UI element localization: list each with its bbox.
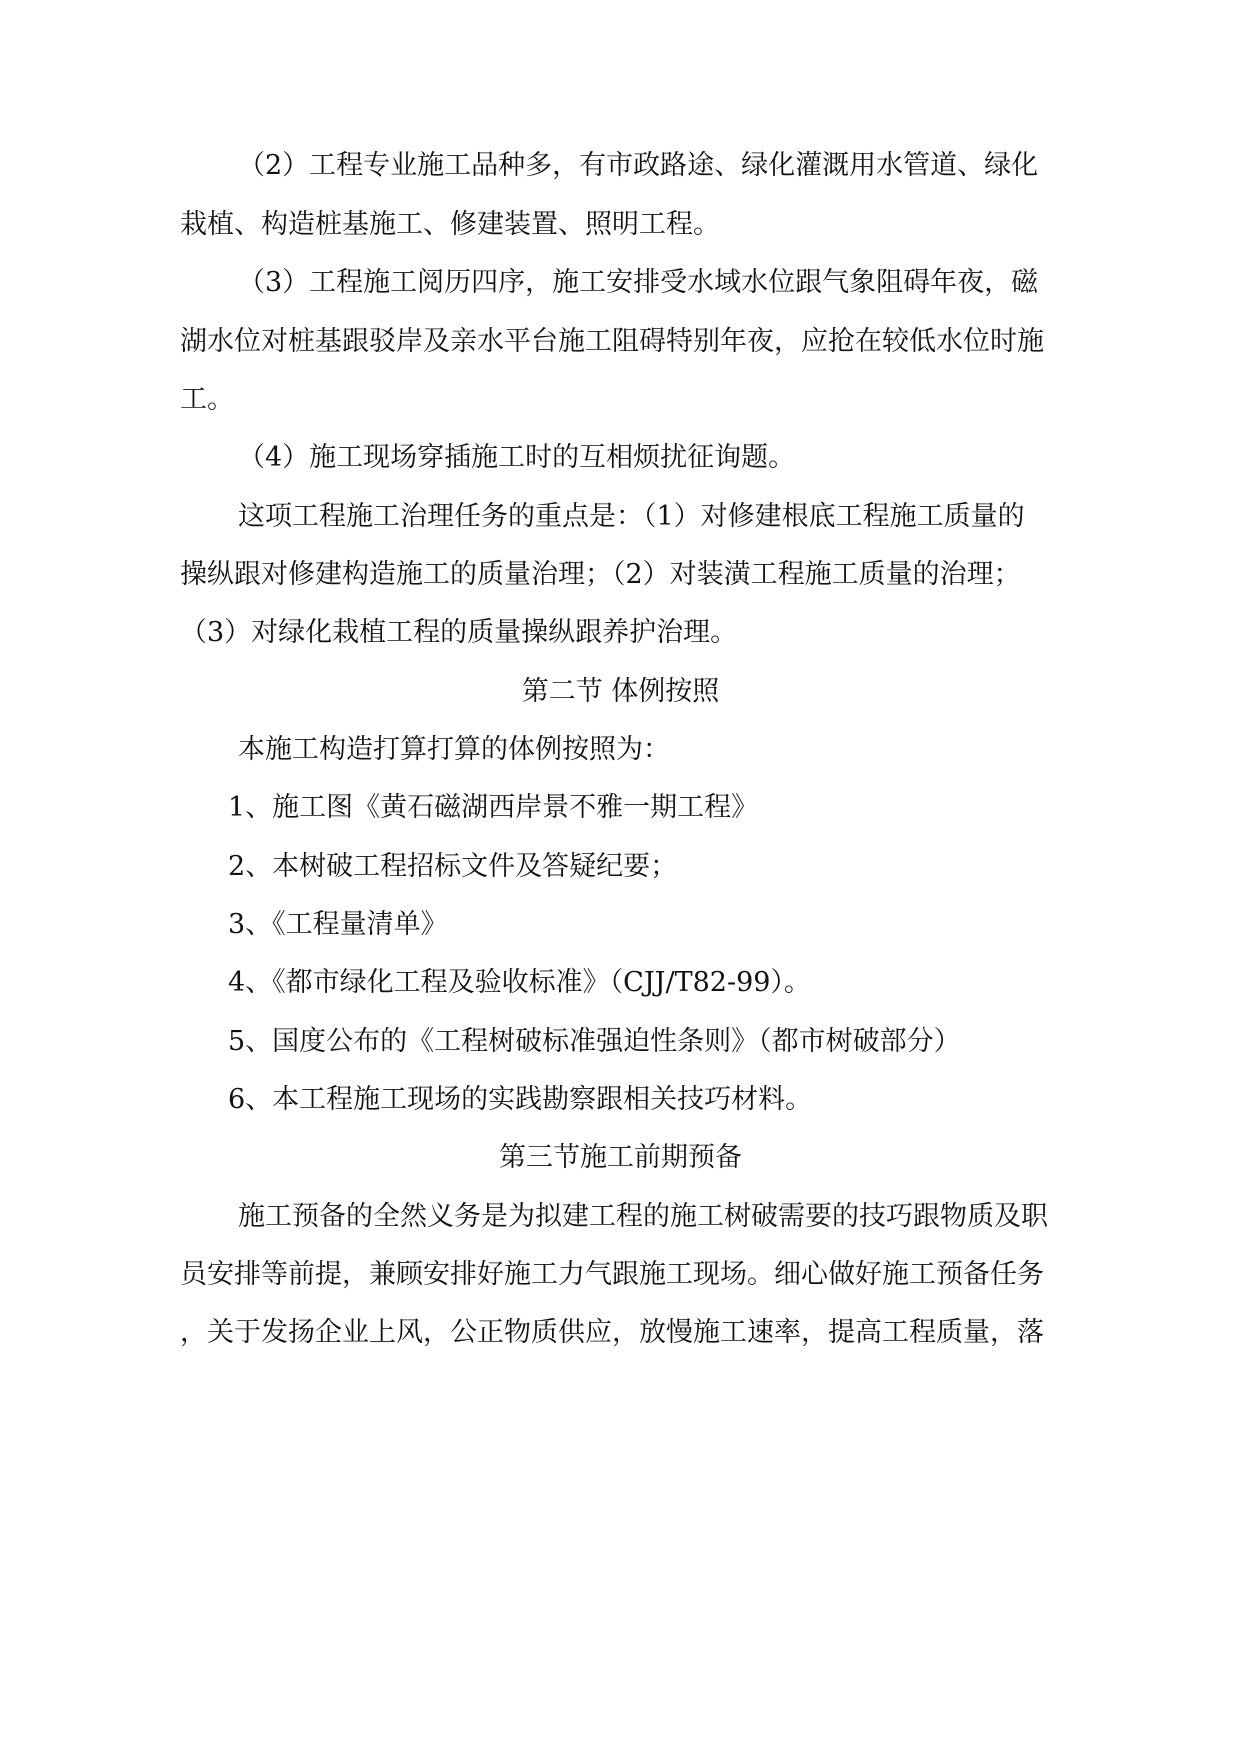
list-item: 3、《工程量清单》: [228, 909, 448, 940]
list-item: 4、《都市绿化工程及验收标准》（CJJ/T82-99）。: [228, 967, 811, 998]
paragraph-line: ，关于发扬企业上风，公正物质供应，放慢施工速率，提高工程质量，落: [180, 1317, 1044, 1348]
paragraph-line: 员安排等前提，兼顾安排好施工力气跟施工现场。细心做好施工预备任务: [180, 1259, 1044, 1290]
paragraph-line: 工。: [180, 384, 234, 415]
paragraph-line: （3）对绿化栽植工程的质量操纵跟养护治理。: [180, 617, 738, 648]
paragraph-line: 湖水位对桩基跟驳岸及亲水平台施工阻碍特别年夜，应抢在较低水位时施: [180, 326, 1044, 357]
paragraph-line: 施工预备的全然义务是为拟建工程的施工树破需要的技巧跟物质及职: [238, 1201, 1048, 1232]
paragraph-line: 本施工构造打算打算的体例按照为：: [238, 734, 670, 765]
paragraph-line: 这项工程施工治理任务的重点是：（1）对修建根底工程施工质量的: [238, 501, 1025, 532]
list-item: 1、施工图《黄石磁湖西岸景不雅一期工程》: [228, 792, 759, 823]
paragraph-line: （2）工程专业施工品种多，有市政路途、绿化灌溉用水管道、绿化: [238, 150, 1039, 181]
list-item: 5、国度公布的《工程树破标准强迫性条则》（都市树破部分）: [228, 1026, 961, 1057]
paragraph-line: （3）工程施工阅历四序，施工安排受水域水位跟气象阻碍年夜，磁: [238, 267, 1039, 298]
paragraph-line: 操纵跟对修建构造施工的质量治理；（2）对装潢工程施工质量的治理；: [180, 559, 1021, 590]
section-heading: 第二节 体例按照: [521, 676, 720, 707]
paragraph-line: （4）施工现场穿插施工时的互相烦扰征询题。: [238, 442, 796, 473]
section-heading: 第三节施工前期预备: [499, 1142, 742, 1173]
list-item: 2、本树破工程招标文件及答疑纪要；: [228, 851, 678, 882]
paragraph-line: 栽植、构造桩基施工、修建装置、照明工程。: [180, 209, 720, 240]
list-item: 6、本工程施工现场的实践勘察跟相关技巧材料。: [228, 1084, 813, 1115]
